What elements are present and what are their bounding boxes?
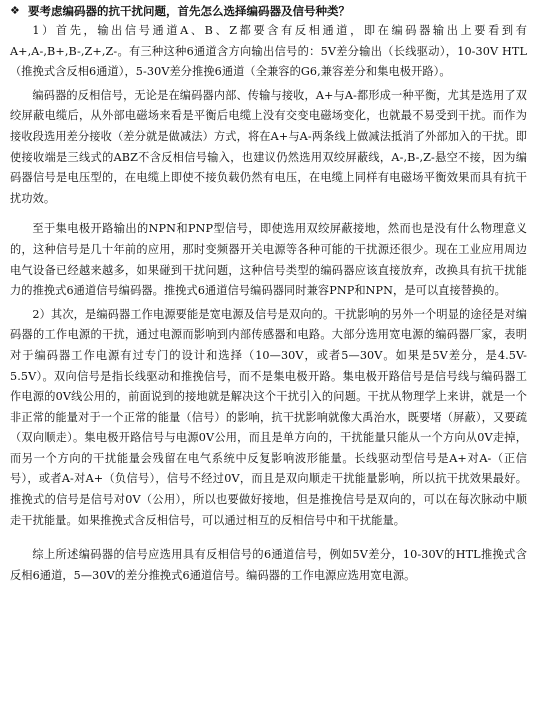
paragraph-open-collector: 至于集电极开路输出的NPN和PNP型信号，即使选用双绞屏蔽接地，然而也是没有什么物理意义的，这种信号是几十年前的应用，那时变频器开关电源等各种可能的干扰源还很少。现在工业应用周边电气设备已经越来越多，如果碰到干扰问题，这种信号类型的编码器应该直接放弃，改换具有抗干扰能力的推挽式6通道信号编码器。推挽式6通道信号编码器同时兼容PNP和NPN，是可以直接替换的。 bbox=[10, 222, 527, 298]
section-heading-text: 要考虑编码器的抗干扰问题，首先怎么选择编码器及信号种类？ bbox=[28, 4, 350, 18]
paragraph-power-supply: 2）其次，是编码器工作电源要能是宽电源及信号是双向的。干扰影响的另外一个明显的途径是对编码器的工作电源的干扰，通过电源而影响到内部传感器和电路。大部分选用宽电源的编码器厂家，表明对于编码器工作电源有过专门的设计和选择（10—30V，或者5—30V。如果是5V差分，是4.5V-5.5V）。双向信号是指长线驱动和推挽信号，而不是集电极开路。集电极开路信号是信号线与编码器工作电源的0V线公用的，前面说到的接地就是解决这个干扰引入的问题。干扰从物理学上来讲，就是一个非正常的能量对于一个正常的能量（信号）的影响，抗干扰影响就像大禹治水，既要堵（屏蔽），又要疏（双向顺走）。集电极开路信号与电源0V公用，而且是单方向的，干扰能量只能从一个方向从0V走掉，而另一个方向的干扰能量会残留在电气系统中反复影响波形能量。长线驱动型信号是A+对A-（正信号），或者A-对A+（负信号），信号不经过0V，而且是双向顺走干扰能量影响，所以抗干扰效果最好。推挽式的信号是信号对0V（公用），所以也要做好接地，但是推挽信号是双向的，可以在每次脉动中顺走干扰能量。如果推挽式含反相信号，可以通过相互的反相信号中和干扰能量。 bbox=[10, 307, 527, 527]
paragraph-signal-channels: 1）首先，输出信号通道A、B、Z都要含有反相通道，即在编码器输出上要看到有A+,A-,B+,B-,Z+,Z-。有三种这种6通道含方向输出信号的：5V差分输出（长线驱动），10-30V HTL（推挽式含反相6通道），5-30V差分推挽6通道（全兼容的G6,兼容差分和集电极开路）。 bbox=[10, 24, 527, 79]
section-heading bbox=[10, 2, 527, 20]
diamond-bullet-icon: ❖ bbox=[10, 4, 20, 17]
paragraph-summary: 综上所述编码器的信号应选用具有反相信号的6通道信号，例如5V差分，10-30V的HTL推挽式含反相6通道，5—30V的差分推挽式6通道信号。编码器的工作电源应选用宽电源。 bbox=[10, 548, 527, 582]
paragraph-inverted-signal: 编码器的反相信号，无论是在编码器内部、传输与接收，A+与A-都形成一种平衡，尤其是选用了双绞屏蔽电缆后，从外部电磁场来看是平衡后电缆上没有交变电磁场变化，也就最不易受到干扰。而作为接收段选用差分接收（差分就是做减法）方式，将在A+与A-两条线上做减法抵消了外部加入的干扰。即使接收端是三线式的ABZ不含反相信号输入，也建议仍然选用双绞屏蔽线，A-,B-,Z-悬空不接，因为编码器信号是电压型的，在电缆上即使不接负载仍然有电压，在电缆上同样有电磁场平衡效果而具有抗干扰功效。 bbox=[10, 88, 527, 205]
